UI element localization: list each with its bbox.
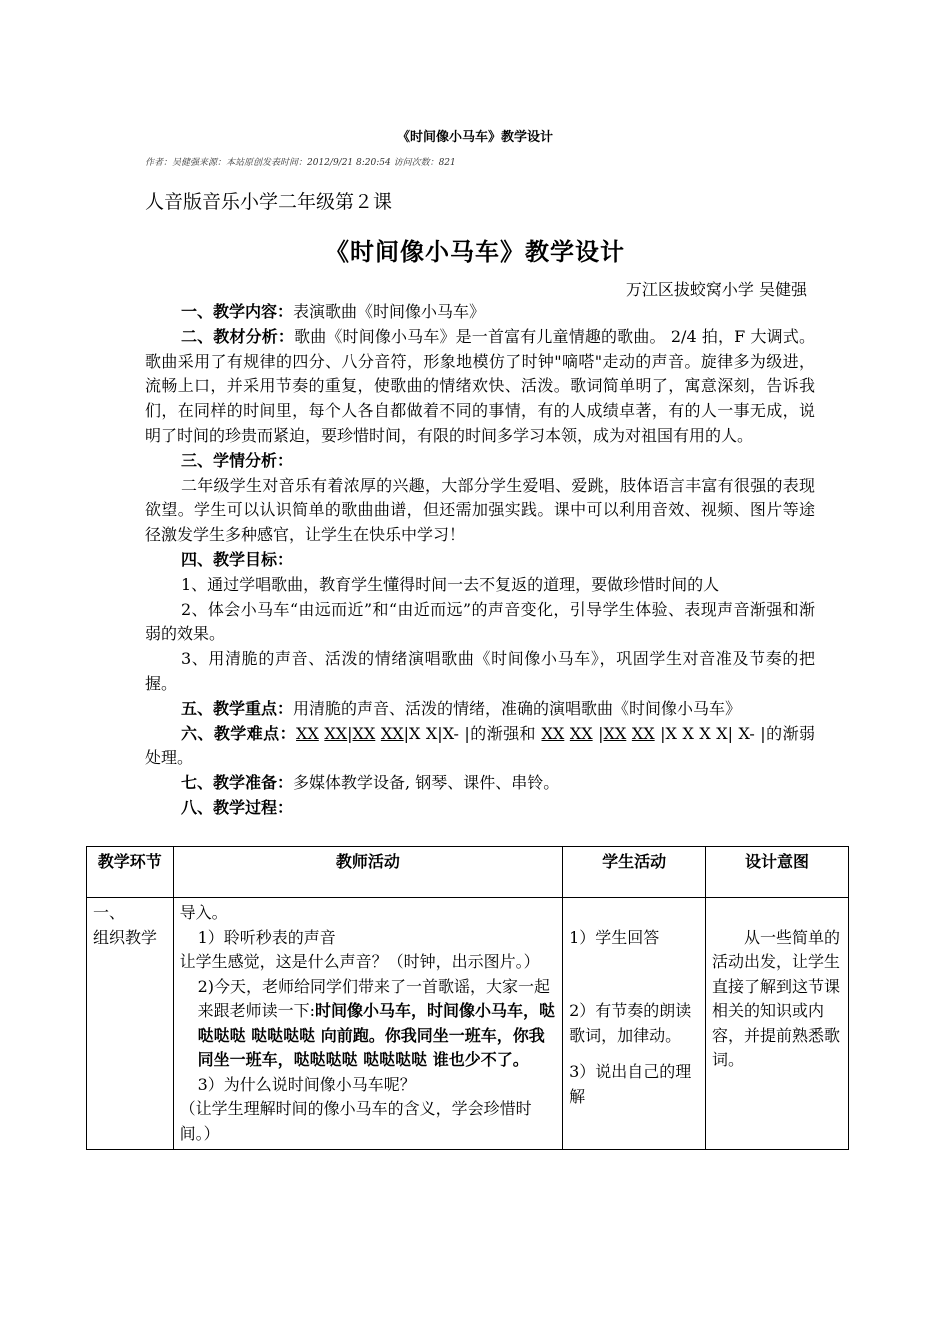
body-text [145,300,815,821]
rhythm-notation: XX [541,723,565,743]
spacer [569,1048,699,1060]
stage-number: 一、 [93,903,126,922]
section-text: 的渐弱处理。 [145,723,815,768]
table-row [87,898,849,1150]
song-lyrics: 时间像小马车，时间像小马车，哒哒哒哒 哒哒哒哒 向前跑。你我同坐一班车，你我同坐一班车，哒哒哒哒 哒哒哒哒 谁也少不了。 [197,1001,555,1069]
section-preparation [145,771,815,796]
section-learners-label [145,449,815,474]
spacer [712,901,842,926]
intent-text: 从一些简单的活动出发，让学生直接了解到这节课相关的知识或内容，并提前熟悉歌词。 [712,927,841,1069]
section-learners-text: 二年级学生对音乐有着浓厚的兴趣，大部分学生爱唱、爱跳，肢体语言丰富有很强的表现欲望。学生可以认识简单的歌曲曲谱，但还需加强实践。课中可以利用音效、视频、图片等途径激发学生多种感官，让学生在快乐中学习！ [145,475,815,545]
spacer [569,901,699,926]
rhythm-notation: | [347,723,353,743]
lesson-line: 人音版音乐小学二年级第２课 [145,191,393,213]
rhythm-notation: XX [380,723,404,743]
doc-title: 《时间像小马车》教学设计 [396,130,553,145]
section-text: 用清脆的声音、活泼的情绪，准确的演唱歌曲《时间像小马车》 [293,698,742,718]
section-label: 四、教学目标： [181,549,294,569]
stage-cell [87,898,174,1150]
header-teacher: 教师活动 [173,847,563,898]
teacher-text [180,975,557,1073]
goal-item: 2、体会小马车“由远而近”和“由近而远”的声音变化，引导学生体验、表现声音渐强和渐弱的效果。 [145,599,815,644]
student-cell [563,898,706,1150]
rhythm-notation: | [592,723,604,743]
section-label: 七、教学准备： [181,773,294,793]
intent-cell [706,898,849,1150]
teacher-text: 1）聆听秒表的声音 [197,927,336,947]
rhythm-notation: XX [324,723,348,743]
section-label: 二、教材分析： [181,326,295,346]
spacer [569,975,699,1000]
teacher-text: 3）为什么说时间像小马车呢？ [197,1074,416,1094]
teacher-cell [173,898,563,1150]
student-text: 3）说出自己的理解 [569,1062,692,1106]
main-title: 《时间像小马车》教学设计 [325,238,625,266]
teacher-text: （让学生理解时间的像小马车的含义，学会珍惜时间。） [179,1099,532,1143]
student-text: 1）学生回答 [569,927,660,947]
rhythm-notation: XX [352,723,376,743]
rhythm-notation: XX [631,723,655,743]
section-text: 的渐强和 [469,723,542,743]
section-difficulties [145,722,815,772]
spacer [569,950,699,975]
teacher-text-plain: 2)今天，老师给同学们带来了一首歌谣，大家一起来跟老师读一下: [197,976,550,1020]
section-process [145,796,815,821]
section-text: 多媒体教学设备, 钢琴、课件、串铃。 [293,773,560,793]
author-line: 万江区拔蛟窝小学 吴健强 [625,280,807,299]
section-label: 三、学情分析： [181,450,294,470]
table-header-row [87,847,849,898]
student-text: 2）有节奏的朗读歌词，加律动。 [569,1001,692,1045]
rhythm-notation: |X X X X| X- | [654,723,766,743]
header-intent: 设计意图 [706,847,849,898]
doc-meta: 作者：吴健强来源：本站原创发表时间：2012/9/21 8:20:54 访问次数：821 [145,158,456,168]
section-text: 歌曲《时间像小马车》是一首富有儿童情趣的歌曲。 2/4 拍，F 大调式。歌曲采用了有规律的四分、八分音符，形象地模仿了时钟"嘀嗒"走动的声音。旋律多为级进，流畅上口，并采用节奏的重复，使歌曲的情绪欢快、活泼。歌词简单明了，寓意深刻，告诉我们，在同样的时间里，每个人各自都做着不同的事情，有的人成绩卓著，有的人一事无成，说明了时间的珍贵而紧迫，要珍惜时间，有限的时间多学习本领，成为对祖国有用的人。 [145,326,815,445]
process-table [86,846,849,1150]
rhythm-notation: |X X|X- | [403,723,470,743]
section-label: 六、教学难点： [181,723,297,743]
stage-name: 组织教学 [93,927,158,947]
rhythm-notation: XX [296,723,319,743]
goal-item: 1、通过学唱歌曲，教育学生懂得时间一去不复返的道理，要做珍惜时间的人 [181,574,720,594]
section-key-points [145,697,815,722]
goal-item: 3、用清脆的声音、活泼的情绪演唱歌曲《时间像小马车》，巩固学生对音准及节奏的把握。 [145,649,815,693]
rhythm-notation: XX [603,723,627,743]
teacher-text: 导入。 [179,903,228,922]
section-text: 表演歌曲《时间像小马车》 [293,302,486,321]
section-label: 一、教学内容： [181,302,294,321]
section-label: 八、教学过程： [181,797,294,817]
section-goals-label [145,548,815,573]
teacher-text: 让学生感觉，这是什么声音？（时钟，出示图片。） [179,952,540,971]
header-stage: 教学环节 [87,847,174,898]
rhythm-notation: XX [569,723,593,743]
section-analysis [145,325,815,449]
header-student: 学生活动 [563,847,706,898]
section-content [145,300,815,325]
section-label: 五、教学重点： [181,698,294,718]
